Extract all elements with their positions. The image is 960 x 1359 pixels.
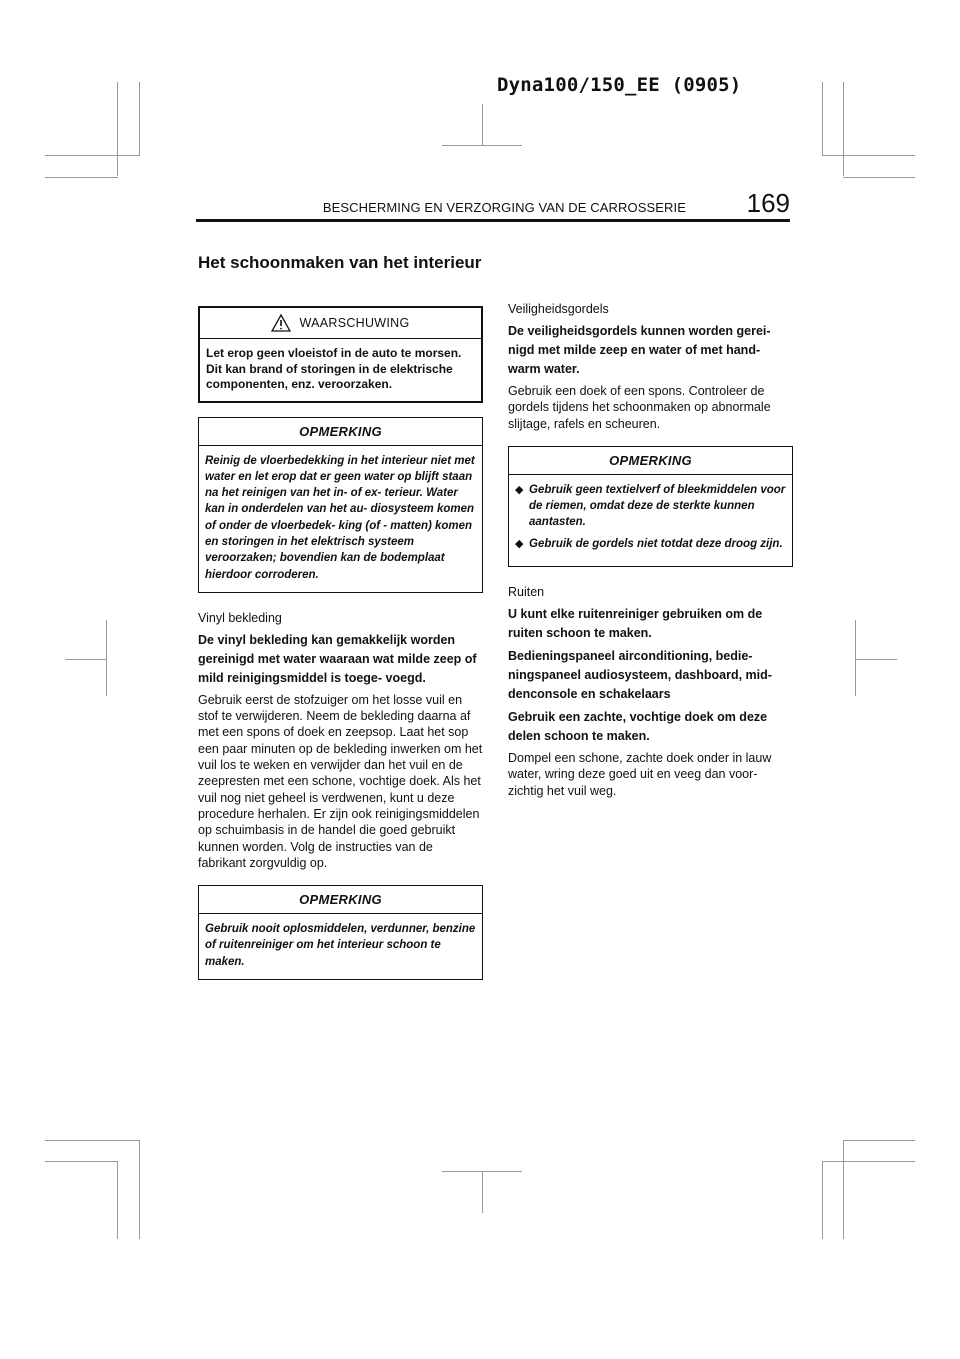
vinyl-body: Gebruik eerst de stofzuiger om het losse vuil en stof te verwijderen. Neem de bekleding daarna af met een spons of doek en zeepsop. Laat het sop een paar minuten op de bekleding inwerken om het vuil los te weken en verwijder dan het vuil en de zeepresten met een schone, vochtige doek. Als het vuil nog niet geheel is verdwenen, kunt u deze procedure herhalen. Er zijn ook reinigingsmiddelen op schuimbasis in de handel die goed gebruikt kunnen worden. Volg de instructies van de fabrikant zorgvuldig op. bbox=[198, 692, 483, 870]
warning-text: Let erop geen vloeistof in de auto te morsen. Dit kan brand of storingen in de elektrische componenten, enz. veroorzaken. bbox=[200, 338, 481, 401]
warning-header bbox=[200, 308, 481, 338]
note-title: OPMERKING bbox=[199, 418, 482, 446]
belts-heading: Veiligheidsgordels bbox=[508, 302, 609, 316]
belts-body: Gebruik een doek of een spons. Controleer de gordels tijdens het schoonmaken op abnormale slijtage, rafels en scheuren. bbox=[508, 384, 771, 431]
note-box-carpet bbox=[198, 417, 483, 593]
diamond-bullet-icon: ◆ bbox=[515, 537, 524, 550]
note-text: Reinig de vloerbedekking in het interieur niet met water en let erop dat er geen water op blijft staan na het reinigen van het in- of ex- terieur. Water kan in onderdelen van het au- diosysteem komen of onder de vloerbedek- king (of - matten) komen en storingen in het elektrisch systeem veroorzaken; bovendien kan de bodemplaat hierdoor corroderen. bbox=[205, 454, 475, 581]
diamond-bullet-icon: ◆ bbox=[515, 483, 524, 496]
note-box-belts bbox=[508, 446, 793, 567]
left-column bbox=[198, 306, 483, 996]
vinyl-lead: De vinyl bekleding kan gemakkelijk worden gereinigd met water waaraan wat milde zeep of mild reinigingsmiddel is toege- voegd. bbox=[198, 632, 477, 685]
note-title: OPMERKING bbox=[199, 886, 482, 914]
section-title: BESCHERMING EN VERZORGING VAN DE CARROSSERIE bbox=[322, 200, 686, 215]
list-item: ◆ Gebruik geen textielverf of bleekmiddelen voor de riemen, omdat deze de sterkte kunnen aantasten. bbox=[515, 483, 786, 529]
page-number: 169 bbox=[746, 188, 790, 218]
vinyl-heading: Vinyl bekleding bbox=[198, 610, 282, 625]
list-item: ◆ Gebruik de gordels niet totdat deze droog zijn. bbox=[515, 536, 786, 552]
page-header bbox=[196, 188, 790, 222]
document-id: Dyna100/150_EE (0905) bbox=[497, 74, 742, 96]
right-column bbox=[508, 300, 793, 813]
warning-triangle-icon bbox=[271, 314, 291, 332]
panel-lead: Gebruik een zachte, vochtige doek om deze delen schoon te maken. bbox=[508, 710, 768, 744]
windows-heading: Ruiten bbox=[508, 585, 545, 600]
panel-heading: Bedieningspaneel airconditioning, bedie- ningspaneel audiosysteem, dashboard, mid- denconsole en schakelaars bbox=[508, 649, 772, 702]
belts-lead: De veiligheidsgordels kunnen worden gerei- nigd met milde zeep en water of met hand- warm water. bbox=[508, 324, 771, 376]
note-list bbox=[515, 482, 786, 552]
panel-body: Dompel een schone, zachte doek onder in lauw water, wring deze goed uit en veeg dan voor- zichtig het vuil weg. bbox=[508, 751, 772, 798]
windows-lead: U kunt elke ruitenreiniger gebruiken om de ruiten schoon te maken. bbox=[508, 607, 763, 641]
note-title: OPMERKING bbox=[509, 447, 792, 475]
page-heading: Het schoonmaken van het interieur bbox=[198, 253, 482, 272]
warning-title: WAARSCHUWING bbox=[299, 316, 410, 330]
note-text: Gebruik nooit oplosmiddelen, verdunner, benzine of ruitenreiniger om het interieur schoon te maken. bbox=[205, 923, 476, 968]
warning-box bbox=[198, 306, 483, 403]
note-box-solvents bbox=[198, 885, 483, 980]
